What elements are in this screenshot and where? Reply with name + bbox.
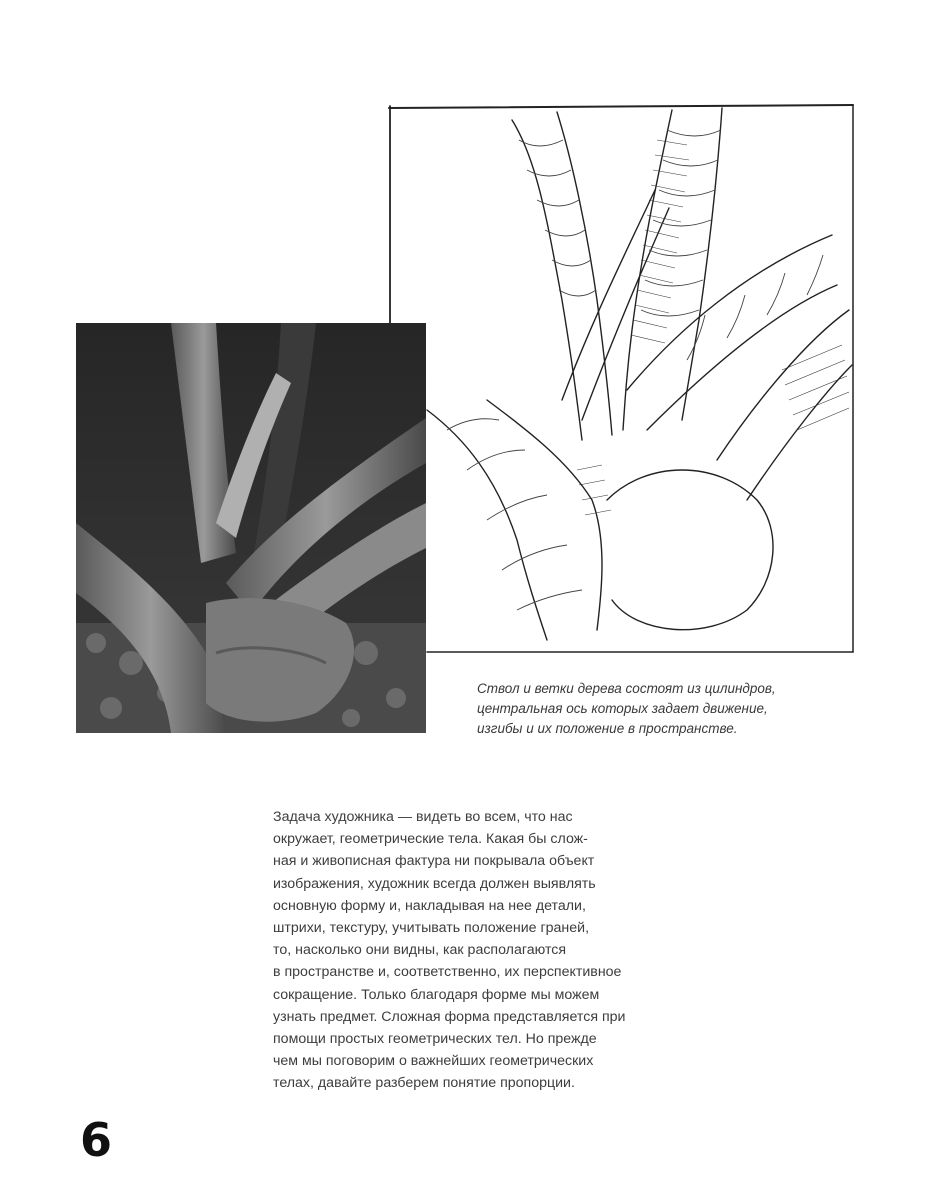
- page-number: 6: [80, 1113, 113, 1167]
- body-line: штрихи, текстуру, учитывать положение граней,: [273, 920, 590, 937]
- body-line: чем мы поговорим о важнейших геометрических: [273, 1053, 594, 1070]
- body-line: сокращение. Только благодаря форме мы можем: [273, 986, 600, 1003]
- body-line: окружает, геометрические тела. Какая бы слож-: [273, 831, 588, 848]
- body-paragraph: [273, 806, 673, 1095]
- body-line: Задача художника — видеть во всем, что нас: [273, 809, 573, 825]
- tree-cylinders-sketch-icon: [387, 100, 855, 655]
- body-line: в пространстве и, соответственно, их перспективное: [273, 964, 622, 981]
- tree-cylinders-sketch: [387, 100, 855, 655]
- figure-caption: [477, 679, 857, 739]
- body-line: телах, давайте разберем понятие пропорции.: [273, 1075, 575, 1092]
- tree-trunk-photo-icon: [76, 323, 426, 733]
- body-line: основную форму и, накладывая на нее детали,: [273, 897, 586, 914]
- body-line: помощи простых геометрических тел. Но прежде: [273, 1031, 597, 1048]
- body-line: ная и живописная фактура ни покрывала объект: [273, 853, 595, 870]
- body-line: узнать предмет. Сложная форма представляется при: [273, 1008, 626, 1025]
- caption-line: Ствол и ветки дерева состоят из цилиндров,: [477, 681, 776, 696]
- caption-line: центральная ось которых задает движение,: [477, 701, 768, 716]
- tree-trunk-photo: [76, 323, 426, 733]
- caption-line: изгибы и их положение в пространстве.: [477, 721, 738, 736]
- body-line: то, насколько они видны, как располагаются: [273, 942, 567, 959]
- body-line: изображения, художник всегда должен выявлять: [273, 875, 596, 892]
